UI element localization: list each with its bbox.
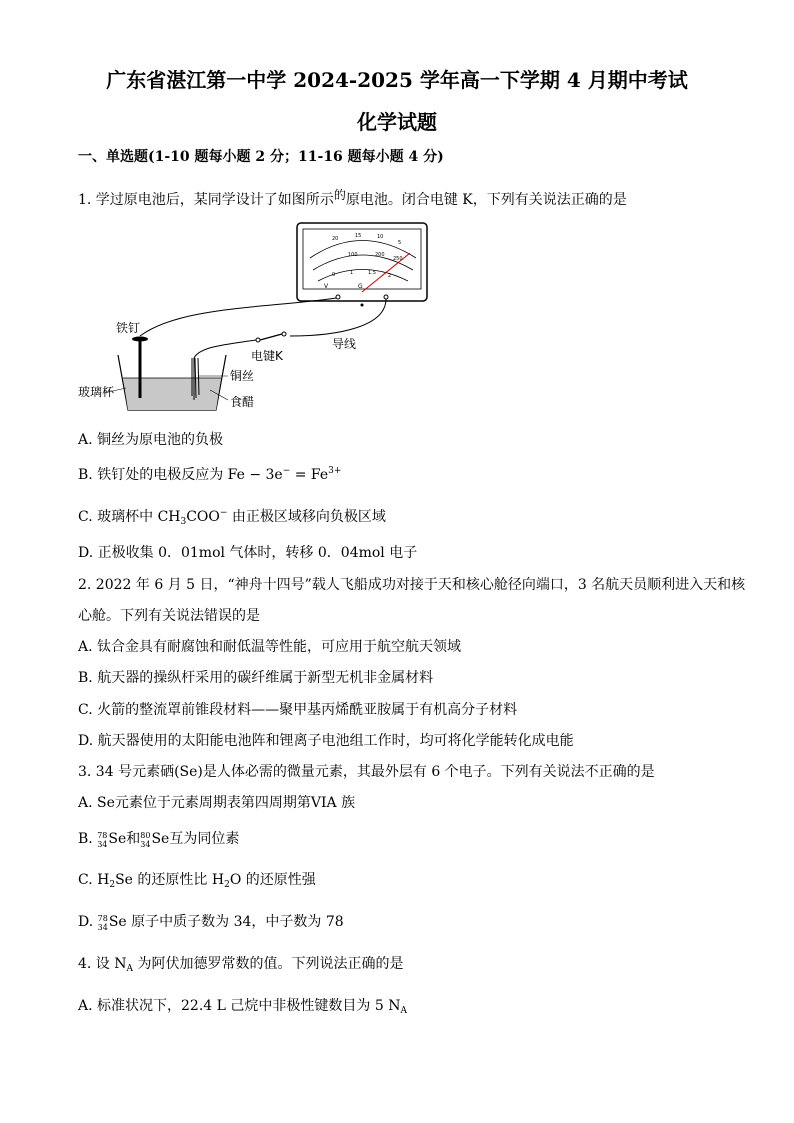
q1-option-d: D. 正极收集 0．01mol 气体时，转移 0．04mol 电子: [78, 545, 418, 561]
svg-text:铁钉: 铁钉: [116, 321, 141, 335]
svg-text:5: 5: [398, 240, 402, 246]
svg-text:250: 250: [393, 256, 403, 262]
svg-text:2: 2: [388, 273, 392, 279]
q3-option-b: B. 78 34 Se和 80 34 Se互为同位素: [78, 831, 240, 849]
beaker: [118, 355, 226, 410]
svg-text:200: 200: [375, 252, 385, 258]
q1-stem: 1. 学过原电池后，某同学设计了如图所示的原电池。闭合电键 K，下列有关说法正确的是: [78, 188, 627, 208]
q1-option-b: B. 铁钉处的电极反应为 $Fe - 3e^- = Fe^{3+}$: [78, 466, 342, 483]
svg-text:100: 100: [348, 252, 358, 258]
q4-option-a: A. 标准状况下，22.4 L 己烷中非极性键数目为 5 $N_A$: [78, 998, 407, 1016]
galvanic-cell-figure: [70, 218, 450, 418]
q3-option-d: D. 78 34 Se 原子中质子数为 34，中子数为 78: [78, 914, 344, 932]
q3-option-a: A. Se元素位于元素周期表第四周期第VIA 族: [78, 795, 356, 811]
q3-stem: 3. 34 号元素硒(Se)是人体必需的微量元素，其最外层有 6 个电子。下列有关说法不正确的是: [78, 764, 655, 780]
q2-option-b: B. 航天器的操纵杆采用的碳纤维属于新型无机非金属材料: [78, 670, 434, 686]
svg-text:0: 0: [332, 272, 336, 278]
q3-option-c: C. $H_2Se$ 的还原性比 $H_2O$ 的还原性强: [78, 872, 316, 890]
section-heading: 一、单选题(1-10 题每小题 2 分；11-16 题每小题 4 分): [78, 149, 444, 165]
q1-option-a: A. 铜丝为原电池的负极: [78, 432, 224, 448]
q2-option-d: D. 航天器使用的太阳能电池阵和锂离子电池组工作时，均可将化学能转化成电能: [78, 733, 574, 749]
svg-text:1: 1: [350, 270, 354, 276]
svg-text:15: 15: [355, 233, 362, 239]
q4-stem: 4. 设 $N_A$ 为阿伏加德罗常数的值。下列说法正确的是: [78, 956, 404, 974]
svg-text:1.5: 1.5: [368, 270, 376, 276]
svg-text:电键K: 电键K: [251, 349, 283, 363]
svg-text:G: G: [358, 283, 363, 290]
q2-option-a: A. 钛合金具有耐腐蚀和耐低温等性能，可应用于航空航天领域: [78, 639, 462, 655]
page-title: 广东省湛江第一中学 2024-2025 学年高一下学期 4 月期中考试: [106, 68, 688, 92]
svg-text:铜丝: 铜丝: [230, 369, 255, 383]
q2-stem-line1: 2. 2022 年 6 月 5 日，“神舟十四号”载人飞船成功对接于天和核心舱径向端口，3 名航天员顺利进入天和核: [78, 577, 746, 593]
q1-option-c: C. 玻璃杯中 $CH_3COO^-$ 由正极区域移向负极区域: [78, 508, 386, 527]
page-subtitle: 化学试题: [357, 110, 437, 134]
svg-text:食醋: 食醋: [230, 395, 255, 409]
svg-text:玻璃杯: 玻璃杯: [78, 385, 115, 399]
svg-text:10: 10: [377, 234, 384, 240]
svg-text:20: 20: [332, 236, 339, 242]
galvanometer: [297, 223, 427, 307]
q2-stem-line2: 心舱。下列有关说法错误的是: [78, 608, 260, 624]
svg-text:V: V: [324, 283, 329, 290]
svg-text:导线: 导线: [332, 337, 357, 351]
q2-option-c: C. 火箭的整流罩前锥段材料——聚甲基丙烯酰亚胺属于有机高分子材料: [78, 702, 518, 718]
